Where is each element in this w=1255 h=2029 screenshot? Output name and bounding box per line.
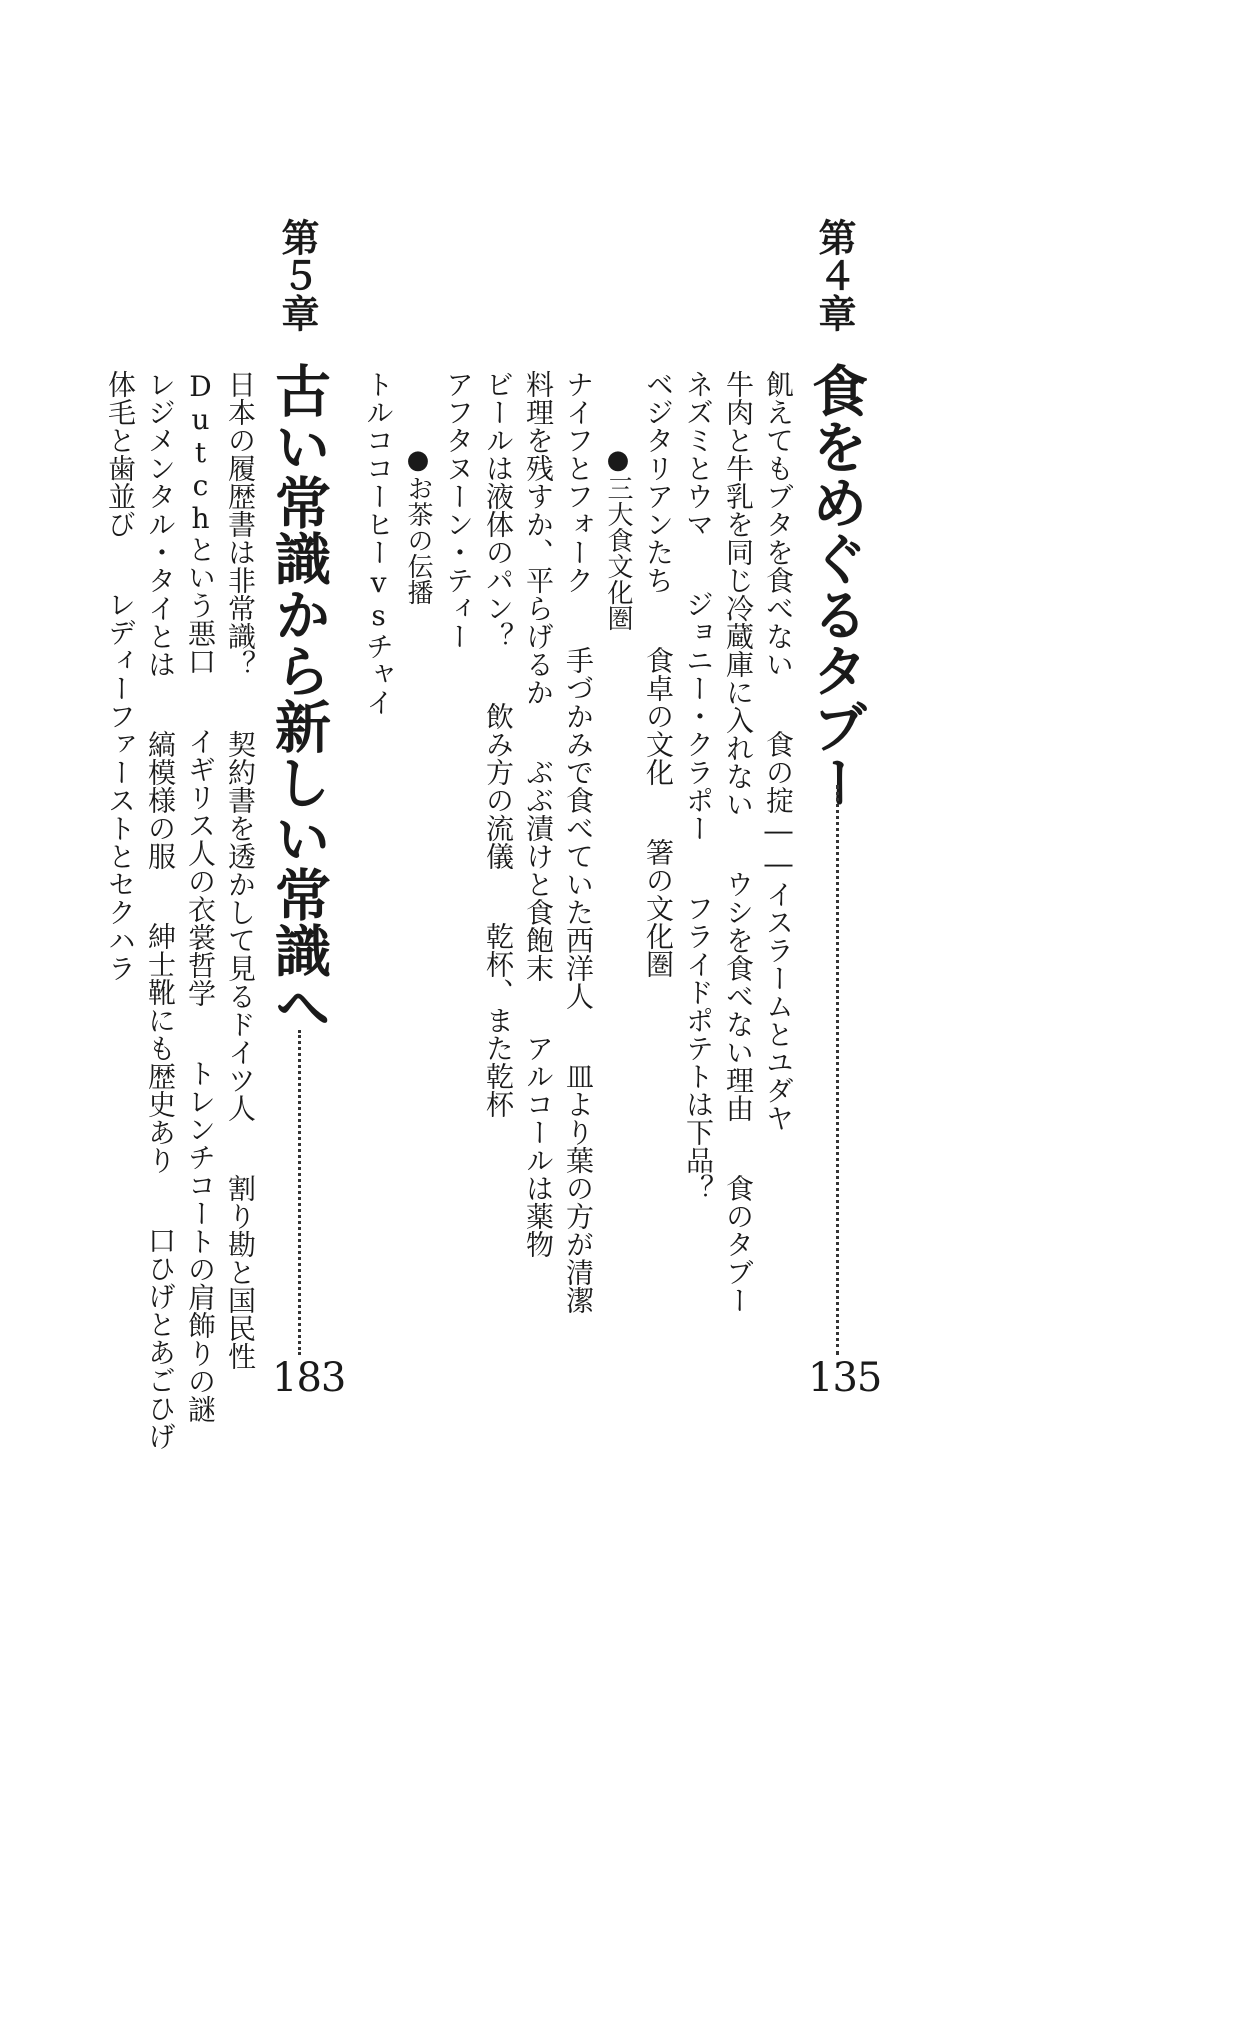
chapter-4-entry-6 bbox=[522, 370, 555, 1258]
toc-entry-title: 箸の文化圏 bbox=[642, 838, 675, 978]
toc-entry-title: 食のタブー bbox=[722, 1174, 755, 1314]
toc-entry-title: アフタヌーン・ティー bbox=[442, 370, 475, 650]
chapter-4-entry-2 bbox=[722, 370, 755, 1314]
toc-entry-title: 日本の履歴書は非常識？ bbox=[224, 370, 257, 678]
toc-entry-title: 割り勘と国民性 bbox=[224, 1174, 257, 1370]
toc-entry-title: 口ひげとあごひげ bbox=[144, 1226, 177, 1450]
chapter-4-section-heading-2: ●お茶の伝播 bbox=[403, 445, 433, 605]
toc-entry-title: レディーファーストとセクハラ bbox=[104, 590, 137, 982]
chapter-5-entry-2 bbox=[184, 370, 217, 1423]
chapter-5-label: 第５章 bbox=[275, 218, 320, 332]
toc-entry-title: 紳士靴にも歴史あり bbox=[144, 922, 177, 1174]
chapter-4-entry-4 bbox=[642, 370, 675, 978]
chapter-4-entry-8 bbox=[442, 370, 475, 650]
toc-entry-title: トルココーヒーvsチャイ bbox=[362, 370, 395, 716]
toc-entry-title: ナイフとフォーク bbox=[562, 370, 595, 594]
chapter-4-entry-3 bbox=[682, 370, 715, 1202]
toc-entry-title: 手づかみで食べていた西洋人 bbox=[562, 646, 595, 1010]
toc-entry-title: 乾杯、また乾杯 bbox=[482, 922, 515, 1118]
toc-entry-title: フライドポテトは下品？ bbox=[682, 894, 715, 1202]
toc-entry-title: トレンチコートの肩飾りの謎 bbox=[184, 1059, 217, 1423]
toc-entry-title: 食卓の文化 bbox=[642, 646, 675, 786]
toc-entry-title: 体毛と歯並び bbox=[104, 370, 137, 538]
chapter-5-entry-3 bbox=[144, 370, 177, 1450]
toc-entry-title: ぶぶ漬けと食飽末 bbox=[522, 758, 555, 982]
toc-entry-title: ジョニー・クラポー bbox=[682, 590, 715, 842]
chapter-4-entry-7 bbox=[482, 370, 515, 1118]
chapter-5-entry-1 bbox=[224, 370, 257, 1370]
toc-entry-title: 食の掟――イスラームとユダヤ bbox=[762, 730, 795, 1132]
chapter-4-label: 第４章 bbox=[812, 218, 857, 332]
toc-entry-title: レジメンタル・タイとは bbox=[144, 370, 177, 678]
chapter-4-entry-9 bbox=[362, 370, 395, 716]
toc-entry-title: Dutchという悪口 bbox=[184, 370, 217, 675]
chapter-4-entry-1 bbox=[762, 370, 795, 1132]
chapter-5-entry-4 bbox=[104, 370, 137, 982]
chapter-5-page-number: 183 bbox=[272, 1355, 346, 1401]
toc-entry-title: 飲み方の流儀 bbox=[482, 702, 515, 870]
chapter-4-section-heading-1: ●三大食文化圏 bbox=[603, 445, 633, 631]
toc-entry-title: 縞模様の服 bbox=[144, 730, 177, 870]
toc-entry-title: イギリス人の衣裳哲学 bbox=[184, 727, 217, 1007]
chapter-4-page-number: 135 bbox=[808, 1355, 882, 1401]
toc-entry-title: ビールは液体のパン？ bbox=[482, 370, 515, 650]
toc-entry-title: ネズミとウマ bbox=[682, 370, 715, 538]
toc-entry-title: 皿より葉の方が清潔 bbox=[562, 1062, 595, 1314]
chapter-4-entry-5 bbox=[562, 370, 595, 1314]
chapter-4-title: 食をめぐるタブー bbox=[803, 362, 869, 810]
toc-entry-title: 契約書を透かして見るドイツ人 bbox=[224, 730, 257, 1122]
toc-entry-title: 料理を残すか、平らげるか bbox=[522, 370, 555, 706]
toc-entry-title: 飢えてもブタを食べない bbox=[762, 370, 795, 678]
chapter-5-title: 古い常識から新しい常識へ bbox=[266, 362, 332, 1034]
chapter-4-leader-dots bbox=[836, 785, 839, 1355]
chapter-5-leader-dots bbox=[298, 1030, 301, 1355]
toc-entry-title: 牛肉と牛乳を同じ冷蔵庫に入れない bbox=[722, 370, 755, 818]
toc-entry-title: ウシを食べない理由 bbox=[722, 870, 755, 1122]
toc-entry-title: ベジタリアンたち bbox=[642, 370, 675, 594]
toc-entry-title: アルコールは薬物 bbox=[522, 1034, 555, 1258]
